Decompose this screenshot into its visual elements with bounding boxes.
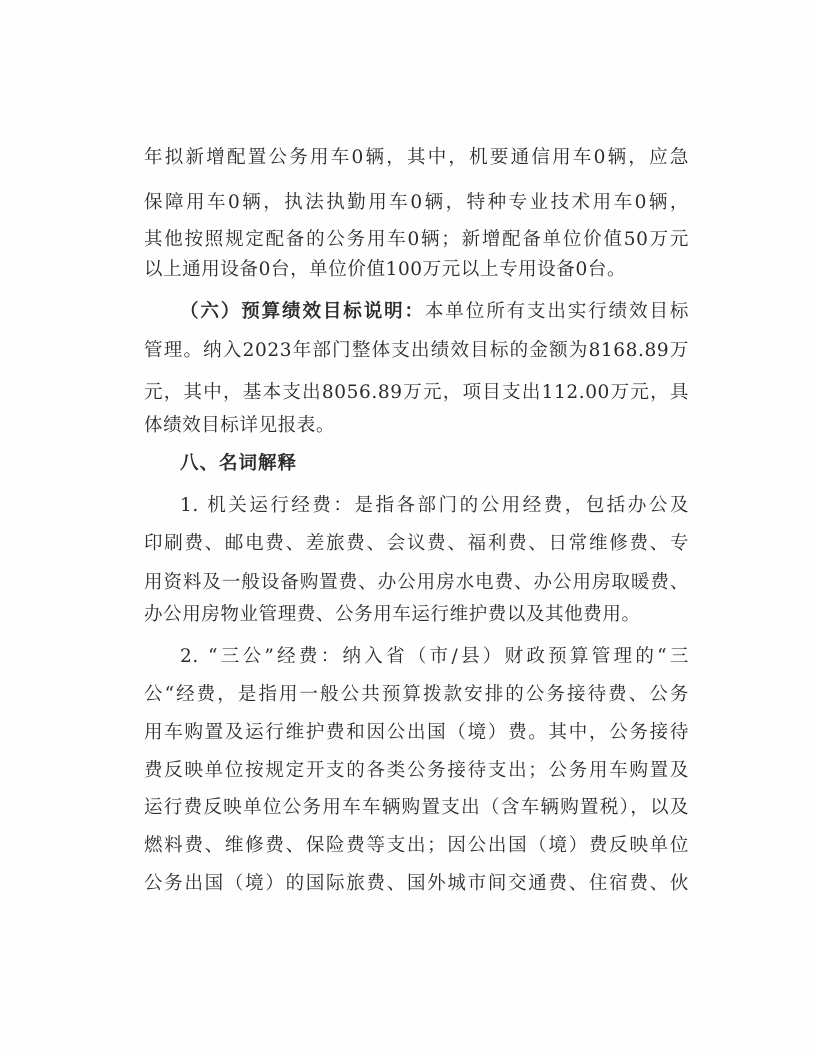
paragraph-line: 管理。纳入2023年部门整体支出绩效目标的金额为8168.89万 xyxy=(144,340,689,361)
paragraph-line: 费反映单位按规定开支的各类公务接待支出；公务用车购置及 xyxy=(144,760,689,781)
paragraph-line: 用车购置及运行维护费和因公出国（境）费。其中，公务接待 xyxy=(144,722,689,743)
paragraph-line: 办公用房物业管理费、公务用车运行维护费以及其他费用。 xyxy=(144,604,641,625)
item-1-text: 是指各部门的公用经费，包括办公及 xyxy=(354,495,689,516)
paragraph-line: 公务出国（境）的国际旅费、国外城市间交通费、住宿费、伙 xyxy=(144,873,689,894)
item-2-text: 纳入省（市/县）财政预算管理的“三 xyxy=(342,646,689,667)
paragraph-line: 公“经费，是指用一般公共预算拨款安排的公务接待费、公务 xyxy=(144,684,689,705)
paragraph-line: 运行费反映单位公务用车车辆购置支出（含车辆购置税），以及 xyxy=(144,797,689,818)
paragraph-line: 元，其中，基本支出8056.89万元，项目支出112.00万元，具 xyxy=(144,382,689,403)
section-6-first-line xyxy=(180,297,689,327)
paragraph-line: 用资料及一般设备购置费、办公用房水电费、办公用房取暖费、 xyxy=(144,572,689,593)
item-2-label: 2. “三公”经费： xyxy=(180,646,343,667)
section-6-text: 本单位所有支出实行绩效目标 xyxy=(424,301,689,322)
item-1-first-line xyxy=(180,491,689,521)
item-2-first-line xyxy=(180,642,689,672)
section-6-label: （六）预算绩效目标说明： xyxy=(180,301,425,322)
paragraph-line: 印刷费、邮电费、差旅费、会议费、福利费、日常维修费、专 xyxy=(144,533,689,554)
paragraph-line: 以上通用设备0台，单位价值100万元以上专用设备0台。 xyxy=(144,259,627,280)
paragraph-line: 年拟新增配置公务用车0辆，其中，机要通信用车0辆，应急 xyxy=(144,147,689,168)
paragraph-line: 体绩效目标详见报表。 xyxy=(144,415,336,436)
item-1-label: 1. 机关运行经费： xyxy=(180,495,355,516)
paragraph-line: 燃料费、维修费、保险费等支出；因公出国（境）费反映单位 xyxy=(144,835,689,856)
paragraph-line: 保障用车0辆，执法执勤用车0辆，特种专业技术用车0辆， xyxy=(144,192,689,213)
section-heading: 八、名词解释 xyxy=(180,453,298,474)
paragraph-line: 其他按照规定配备的公务用车0辆；新增配备单位价值50万元 xyxy=(144,229,689,250)
